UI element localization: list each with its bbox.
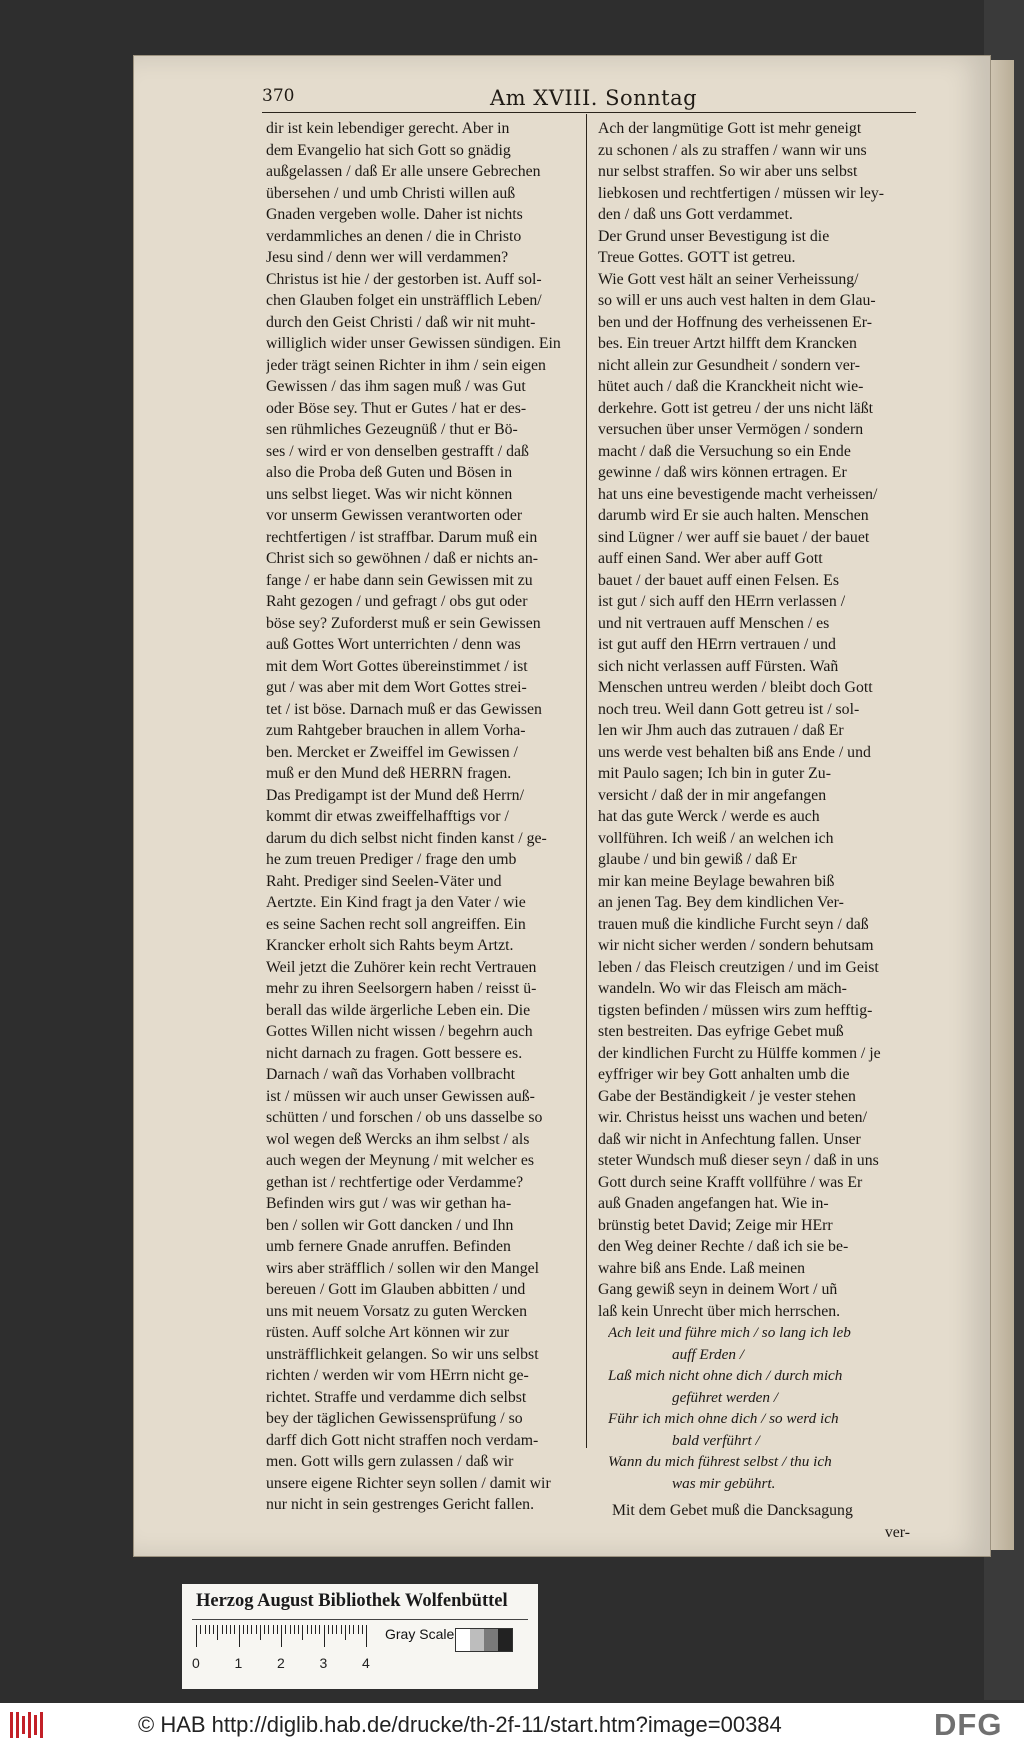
ruler-tick — [281, 1625, 282, 1647]
ruler-tick — [324, 1625, 325, 1647]
text-line: wol wegen deß Wercks an ihm selbst / als — [266, 1130, 530, 1148]
text-line: gewinne / daß wirs können ertragen. Er — [598, 464, 847, 481]
ruler-tick — [230, 1625, 231, 1634]
text-line: mehr zu ihren Seelsorgern haben / reisst ü- — [266, 980, 537, 997]
closing-line: Mit dem Gebet muß die Dancksagung — [612, 1502, 853, 1519]
text-line: richtet. Straffe und verdamme dich selbst — [266, 1388, 527, 1406]
scale-number: 3 — [319, 1655, 328, 1671]
text-line: dem Evangelio hat sich Gott so gnädig — [266, 141, 511, 159]
text-line: Raht. Prediger sind Seelen-Väter und — [266, 872, 502, 890]
text-line: hat uns eine bevestigende macht verheissen/ — [598, 485, 878, 503]
text-line: Wie Gott vest hält an seiner Verheissung/ — [598, 270, 859, 288]
text-line: also die Proba deß Guten und Bösen in — [266, 464, 513, 481]
text-line: darff dich Gott nicht straffen noch verdam- — [266, 1431, 539, 1449]
ruler-tick — [268, 1625, 269, 1634]
ruler-tick — [222, 1625, 223, 1634]
scale-number: 2 — [277, 1655, 285, 1671]
text-line: Gang gewiß seyn in deinem Wort / uñ — [598, 1281, 838, 1298]
text-line: Christ sich so gewöhnen / daß er nichts an- — [266, 550, 539, 567]
text-line: ist gut / sich auff den HErrn verlassen / — [598, 593, 846, 610]
text-line: leben / das Fleisch creutzigen / und im Geist — [598, 958, 879, 976]
ruler-tick — [307, 1625, 308, 1634]
scale-number: 4 — [362, 1655, 370, 1671]
text-line: liebkosen und rechtfertigen / müssen wir ley- — [598, 184, 885, 202]
left-text-column — [266, 118, 584, 1516]
ruler-tick — [290, 1625, 291, 1634]
verse-line: Laß mich nicht ohne dich / durch mich — [608, 1367, 843, 1384]
verse-line: geführet werden / — [672, 1388, 779, 1406]
ruler-tick — [311, 1625, 312, 1634]
text-line: zu schonen / als zu straffen / wann wir uns — [598, 141, 867, 159]
verse-line: was mir gebührt. — [672, 1474, 776, 1492]
text-line: so will er uns auch vest halten in dem Glau- — [598, 292, 876, 309]
text-line: mit dem Wort Gottes übereinstimmet / ist — [266, 657, 528, 675]
ruler-tick — [353, 1625, 354, 1634]
text-line: noch treu. Weil dann Gott getreu ist / sol- — [598, 700, 860, 718]
text-line: sind Lügner / wer auff sie bauet / der bauet — [598, 528, 870, 546]
text-line: chen Glauben folget ein unsträfflich Leben/ — [266, 292, 542, 309]
text-line: mit Paulo sagen; Ich bin in guter Zu- — [598, 765, 831, 782]
ruler-tick — [260, 1625, 261, 1640]
text-line: muß er den Mund deß HERRN fragen. — [266, 765, 512, 782]
text-line: mir kan meine Beylage bewahren biß — [598, 872, 835, 890]
text-line: eyffriger wir bey Gott anhalten umb die — [598, 1066, 850, 1083]
ruler-tick — [277, 1625, 278, 1634]
text-line: laß kein Unrecht über mich herrschen. — [598, 1302, 841, 1320]
text-line: Gewissen / das ihm sagen muß / was Gut — [266, 378, 526, 395]
ruler-tick — [256, 1625, 257, 1634]
text-line: len wir Jhm auch das zutrauen / daß Er — [598, 722, 844, 739]
text-line: Raht gezogen / und gefragt / obs gut oder — [266, 593, 528, 610]
text-line: ben. Mercket er Zweiffel im Gewissen / — [266, 743, 518, 761]
ruler-tick — [302, 1625, 303, 1640]
text-line: bey der täglichen Gewissensprüfung / so — [266, 1410, 523, 1427]
ruler-tick — [264, 1625, 265, 1634]
text-line: Der Grund unser Bevestigung ist die — [598, 227, 830, 245]
library-name: Herzog August Bibliothek Wolfenbüttel — [196, 1591, 508, 1611]
text-line: außgelassen / daß Er alle unsere Gebrechen — [266, 163, 541, 180]
text-line: böse sey? Zuforderst muß er sein Gewissen — [266, 614, 541, 632]
text-line: Christus ist hie / der gestorben ist. Auff sol- — [266, 270, 542, 288]
text-line: uns mit neuem Vorsatz zu guten Wercken — [266, 1302, 528, 1320]
text-line: schütten / und forschen / ob uns dasselbe so — [266, 1109, 543, 1126]
text-line: bauet / der bauet auff einen Felsen. Es — [598, 571, 839, 589]
hymn-verse — [598, 1322, 914, 1494]
ruler-tick — [247, 1625, 248, 1634]
hab-logo-icon — [10, 1712, 44, 1738]
text-line: Aertzte. Ein Kind fragt ja den Vater / wie — [266, 894, 526, 911]
text-line: unsere eigene Richter seyn sollen / damit wir — [266, 1474, 551, 1492]
right-text-column — [598, 118, 914, 1543]
text-line: nur nicht in sein gestrenges Gericht fallen. — [266, 1496, 535, 1513]
text-line: den Weg deiner Rechte / daß ich sie be- — [598, 1238, 849, 1255]
text-line: nur selbst straffen. So wir aber uns selbst — [598, 163, 858, 180]
scale-ruler — [196, 1625, 392, 1655]
text-line: nicht darnach zu fragen. Gott bessere es. — [266, 1044, 523, 1062]
running-title: Am XVIII. Sonntag — [490, 86, 698, 110]
text-line: hütet auch / daß die Kranckheit nicht wie- — [598, 378, 864, 395]
ruler-tick — [251, 1625, 252, 1634]
text-line: macht / daß die Versuchung so ein Ende — [598, 442, 851, 460]
text-line: den / daß uns Gott verdammet. — [598, 206, 793, 223]
footer-bar — [0, 1703, 1024, 1747]
verse-line: Ach leit und führe mich / so lang ich leb — [608, 1324, 851, 1341]
text-line: tet / ist böse. Darnach muß er das Gewissen — [266, 700, 542, 718]
text-line: Gnaden vergeben wolle. Daher ist nichts — [266, 206, 523, 223]
ruler-tick — [213, 1625, 214, 1634]
text-line: bes. Ein treuer Artzt hilfft dem Krancken — [598, 335, 857, 352]
footer-source-link[interactable]: © HAB http://diglib.hab.de/drucke/th-2f-11/start.htm?image=00384 — [138, 1712, 782, 1737]
ruler-tick — [205, 1625, 206, 1634]
text-line: sten bestreiten. Das eyfrige Gebet muß — [598, 1023, 844, 1040]
text-line: nicht allein zur Gesundheit / sondern ver- — [598, 356, 861, 374]
text-line: auch wegen der Meynung / mit welcher es — [266, 1152, 535, 1169]
text-line: ben / sollen wir Gott dancken / und Ihn — [266, 1216, 514, 1234]
text-line: wir nicht sicher werden / sondern behutsam — [598, 937, 874, 954]
ruler-tick — [328, 1625, 329, 1634]
text-line: gethan ist / rechtfertige oder Verdamme? — [266, 1173, 524, 1191]
text-line: Darnach / wañ das Vorhaben vollbracht — [266, 1066, 516, 1083]
header-rule — [262, 112, 916, 113]
text-line: hat das gute Werck / werde es auch — [598, 808, 820, 825]
text-line: vor unserm Gewissen verantworten oder — [266, 507, 523, 524]
text-line: Gottes Willen nicht wissen / begehrn auch — [266, 1023, 533, 1040]
grayscale-swatch — [455, 1628, 513, 1652]
text-line: trauen muß die kindliche Furcht seyn / daß — [598, 915, 869, 933]
text-line: daß wir nicht in Anfechtung fallen. Unser — [598, 1130, 861, 1148]
catchword: ver- — [884, 1523, 910, 1541]
ruler-tick — [319, 1625, 320, 1634]
text-line: Weil jetzt die Zuhörer kein recht Vertrauen — [266, 958, 537, 976]
text-line: Menschen untreu werden / bleibt doch Gott — [598, 679, 873, 696]
text-line: bereuen / Gott im Glauben abbitten / und — [266, 1281, 526, 1298]
text-line: sen rühmliches Gezeugnüß / thut er Bö- — [266, 421, 518, 438]
text-line: der kindlichen Furcht zu Hülffe kommen / je — [598, 1044, 881, 1062]
ruler-tick — [349, 1625, 350, 1634]
text-line: an jenen Tag. Bey dem kindlichen Ver- — [598, 894, 844, 911]
verse-line: Wann du mich führest selbst / thu ich — [608, 1453, 832, 1470]
text-line: Ach der langmütige Gott ist mehr geneigt — [598, 120, 862, 137]
ruler-tick — [345, 1625, 346, 1640]
ruler-tick — [226, 1625, 227, 1634]
text-line: wir. Christus heisst uns wachen und beten/ — [598, 1109, 867, 1126]
ruler-tick — [234, 1625, 235, 1634]
library-color-card — [182, 1584, 538, 1689]
page-edge — [990, 60, 1014, 1550]
text-line: ben und der Hoffnung des verheissenen Er- — [598, 313, 873, 331]
text-line: auß Gottes Wort unterrichten / denn was — [266, 636, 521, 653]
right-body-text — [598, 118, 914, 1322]
text-line: uns werde vest behalten biß ans Ende / und — [598, 743, 871, 761]
ruler-tick — [294, 1625, 295, 1634]
text-line: williglich wider unser Gewissen sündigen. Ein — [266, 335, 561, 352]
text-line: Gabe der Beständigkeit / je vester stehen — [598, 1087, 856, 1105]
text-line: Jesu sind / denn wer will verdammen? — [266, 249, 509, 266]
scale-number: 1 — [234, 1655, 243, 1671]
ruler-tick — [315, 1625, 316, 1634]
text-line: glaube / und bin gewiß / daß Er — [598, 851, 797, 868]
text-line: vollführen. Ich weiß / an welchen ich — [598, 829, 834, 847]
text-line: ses / wird er von denselben gestrafft / daß — [266, 442, 529, 460]
text-line: Das Predigampt ist der Mund deß Herrn/ — [266, 786, 524, 804]
text-line: dir ist kein lebendiger gerecht. Aber in — [266, 120, 510, 137]
text-line: auff einen Sand. Wer aber auff Gott — [598, 550, 823, 567]
ruler-tick — [196, 1625, 197, 1647]
text-line: rüsten. Auff solche Art können wir zur — [266, 1324, 510, 1341]
text-line: gut / was aber mit dem Wort Gottes strei- — [266, 679, 527, 696]
ruler-tick — [332, 1625, 333, 1634]
ruler-tick — [366, 1625, 367, 1647]
text-line: uns selbst lieget. Was wir nicht können — [266, 485, 513, 503]
text-line: Befinden wirs gut / was wir gethan ha- — [266, 1195, 512, 1212]
text-line: sich nicht verlassen auff Fürsten. Wañ — [598, 657, 839, 675]
text-line: Gott durch seine Krafft vollführe / was Er — [598, 1173, 863, 1191]
ruler-tick — [200, 1625, 201, 1634]
dfg-logo: DFG — [934, 1707, 1003, 1742]
scale-number: 0 — [192, 1655, 200, 1671]
ruler-tick — [239, 1625, 240, 1647]
text-line: oder Böse sey. Thut er Gutes / hat er des- — [266, 399, 527, 417]
grayscale-label: Gray Scale — [385, 1626, 455, 1642]
text-line: men. Gott wills gern zulassen / daß wir — [266, 1453, 514, 1470]
text-line: tigsten befinden / müssen wirs zum hefftig- — [598, 1001, 873, 1019]
text-line: fange / er habe dann sein Gewissen mit zu — [266, 571, 533, 589]
text-line: versicht / daß der in mir angefangen — [598, 786, 827, 804]
text-line: ist gut auff den HErrn vertrauen / und — [598, 636, 836, 653]
ruler-tick — [358, 1625, 359, 1634]
verse-line: Führ ich mich ohne dich / so werd ich — [608, 1410, 839, 1427]
verse-line: bald verführt / — [672, 1431, 760, 1449]
text-line: wandeln. Wo wir das Fleisch am mäch- — [598, 980, 847, 997]
text-line: darum du dich selbst nicht finden kanst / ge- — [266, 829, 547, 847]
text-line: Treue Gottes. GOTT ist getreu. — [598, 249, 796, 266]
text-line: versuchen über unser Vermögen / sondern — [598, 421, 864, 438]
verse-line: auff Erden / — [672, 1345, 744, 1363]
ruler-tick — [298, 1625, 299, 1634]
text-line: wirs aber sträfflich / sollen wir den Mangel — [266, 1259, 540, 1277]
text-line: unsträfflichkeit gelangen. So wir uns selbst — [266, 1345, 539, 1363]
text-line: wahre biß ans Ende. Laß meinen — [598, 1259, 806, 1277]
text-line: übersehen / und umb Christi willen auß — [266, 184, 516, 202]
ruler-tick — [341, 1625, 342, 1634]
text-line: auß Gnaden angefangen hat. Wie in- — [598, 1195, 829, 1212]
ruler-tick — [273, 1625, 274, 1634]
text-line: he zum treuen Prediger / frage den umb — [266, 851, 517, 868]
text-line: darumb wird Er sie auch halten. Menschen — [598, 507, 869, 524]
ruler-tick — [217, 1625, 218, 1640]
text-line: es seine Sachen recht soll angreiffen. Ein — [266, 915, 526, 933]
text-line: rechtfertigen / ist straffbar. Darum muß ein — [266, 528, 538, 546]
page-number: 370 — [262, 86, 295, 106]
text-line: durch den Geist Christi / daß wir nit muht- — [266, 313, 536, 331]
ruler-tick — [362, 1625, 363, 1634]
ruler-tick — [285, 1625, 286, 1634]
text-line: steter Wundsch muß dieser seyn / daß in uns — [598, 1152, 879, 1169]
text-line: brünstig betet David; Zeige mir HErr — [598, 1216, 833, 1234]
text-line: kommt dir etwas zweiffelhafftigs vor / — [266, 808, 509, 825]
column-divider — [586, 114, 587, 1448]
text-line: Krancker erholt sich Rahts beym Artzt. — [266, 937, 514, 954]
text-line: ist / müssen wir auch unser Gewissen auß- — [266, 1087, 535, 1105]
ruler-tick — [336, 1625, 337, 1634]
text-line: verdammliches an denen / die in Christo — [266, 227, 522, 245]
text-line: derkehre. Gott ist getreu / der uns nicht läßt — [598, 399, 874, 417]
text-line: berall das wilde ärgerliche Leben ein. Die — [266, 1001, 531, 1019]
text-line: und nit vertrauen auff Menschen / es — [598, 614, 830, 632]
text-line: umb fernere Gnade anruffen. Befinden — [266, 1238, 511, 1255]
ruler-tick — [209, 1625, 210, 1634]
ruler-tick — [243, 1625, 244, 1634]
card-rule — [192, 1619, 528, 1620]
text-line: zum Rahtgeber brauchen in allem Vorha- — [266, 722, 526, 739]
text-line: richten / werden wir vom HErrn nicht ge- — [266, 1367, 529, 1384]
text-line: jeder trägt seinen Richter in ihm / sein eigen — [266, 356, 546, 374]
